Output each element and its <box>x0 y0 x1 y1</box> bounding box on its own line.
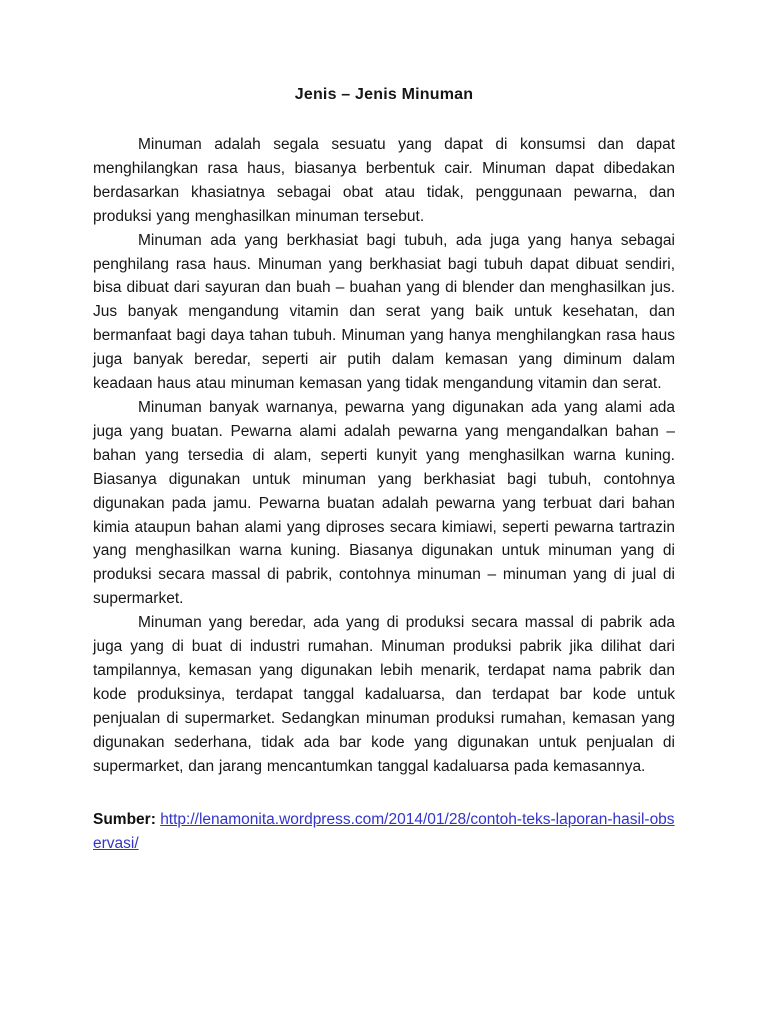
paragraph-produksi-minuman: Minuman yang beredar, ada yang di produksi secara massal di pabrik ada juga yang di buat di industri rumahan. Minuman produksi pabrik jika dilihat dari tampilannya, kemasan yang digunakan lebih menarik, terdapat nama pabrik dan kode produksinya, terdapat tanggal kadaluarsa, dan terdapat bar kode untuk penjualan di supermarket. Sedangkan minuman produksi rumahan, kemasan yang digunakan sederhana, tidak ada bar kode yang digunakan untuk penjualan di supermarket, dan jarang mencantumkan tanggal kadaluarsa pada kemasannya. <box>93 614 675 775</box>
paragraph-khasiat-minuman: Minuman ada yang berkhasiat bagi tubuh, ada juga yang hanya sebagai penghilang rasa haus. Minuman yang berkhasiat bagi tubuh dapat dibuat sendiri, bisa dibuat dari sayuran dan buah – buahan yang di blender dan menghasilkan jus. Jus banyak mengandung vitamin dan serat yang baik untuk kesehatan, dan bermanfaat bagi daya tahan tubuh. Minuman yang hanya menghilangkan rasa haus juga banyak beredar, seperti air putih dalam kemasan yang diminum dalam keadaan haus atau minuman kemasan yang tidak mengandung vitamin dan serat. <box>93 231 675 393</box>
source-label: Sumber: <box>93 811 156 829</box>
document-title: Jenis – Jenis Minuman <box>294 86 474 103</box>
source-line <box>93 808 675 856</box>
source-link[interactable]: http://lenamonita.wordpress.com/2014/01/28/contoh-teks-laporan-hasil-observasi/ <box>93 811 675 853</box>
paragraph-pewarna-minuman: Minuman banyak warnanya, pewarna yang digunakan ada yang alami ada juga yang buatan. Pewarna alami adalah pewarna yang mengandalkan bahan – bahan yang tersedia di alam, seperti kunyit yang menghasilkan warna kuning. Biasanya digunakan untuk minuman yang berkhasiat bagi tubuh, contohnya digunakan pada jamu. Pewarna buatan adalah pewarna yang terbuat dari bahan kimia ataupun bahan alami yang diproses secara kimiawi, seperti pewarna tartrazin yang menghasilkan warna kuning. Biasanya digunakan untuk minuman yang di produksi secara massal di pabrik, contohnya minuman – minuman yang di jual di supermarket. <box>93 398 675 608</box>
paragraph-definition-minuman: Minuman adalah segala sesuatu yang dapat di konsumsi dan dapat menghilangkan rasa haus, biasanya berbentuk cair. Minuman dapat dibedakan berdasarkan khasiatnya sebagai obat atau tidak, penggunaan pewarna, dan produksi yang menghasilkan minuman tersebut. <box>93 136 675 225</box>
